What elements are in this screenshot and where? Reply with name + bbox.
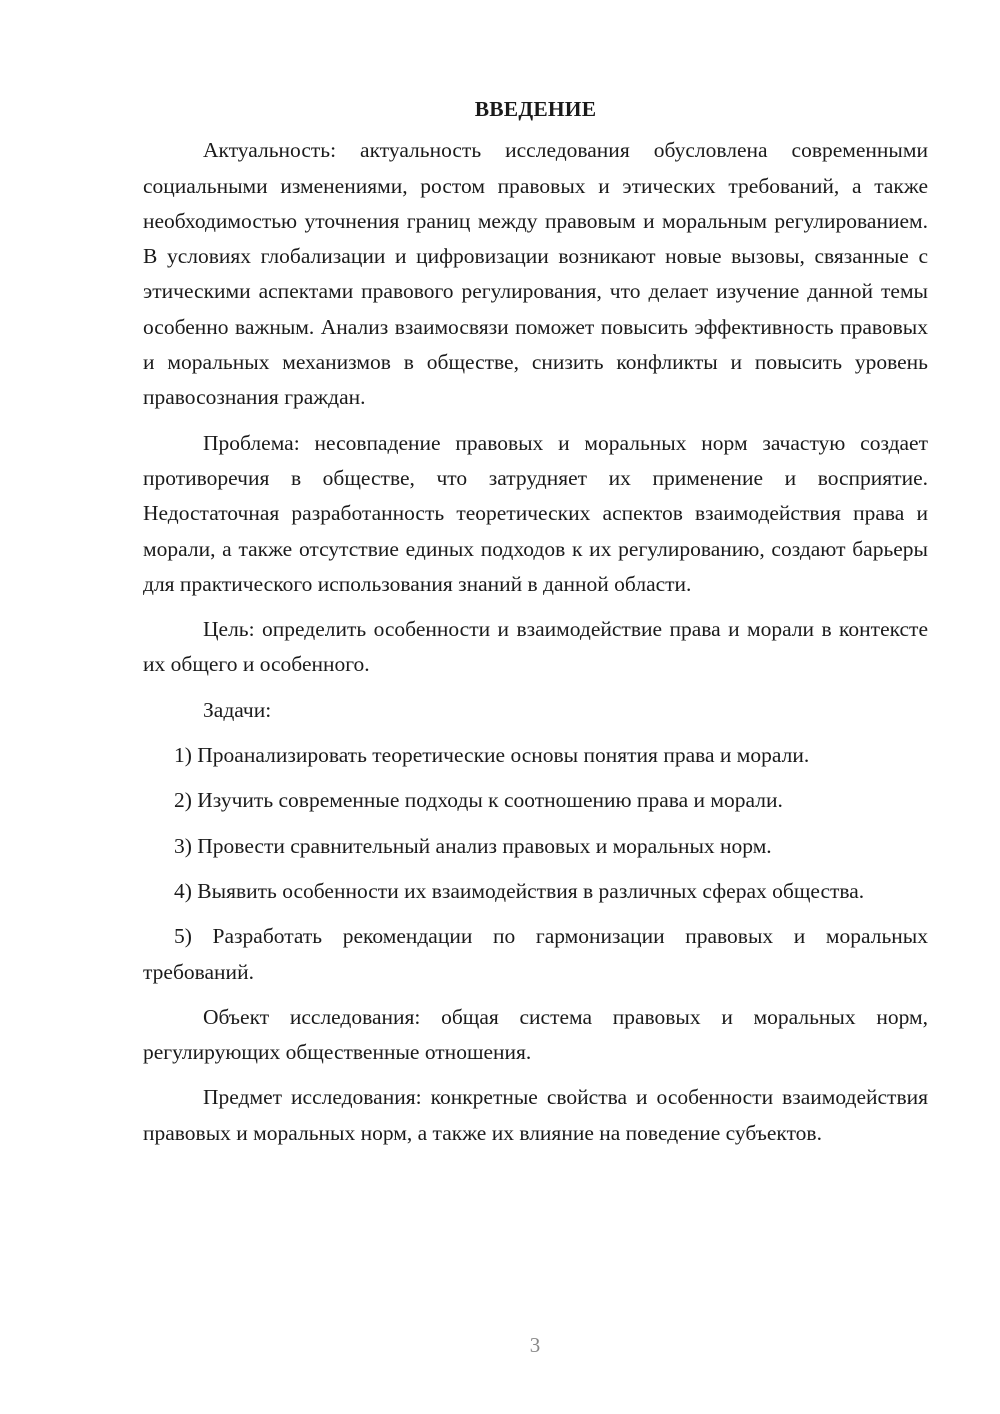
document-page <box>143 92 928 1151</box>
paragraph-relevance: Актуальность: актуальность исследования обусловлена современными социальными изменениями, ростом правовых и этических требований, а также необходимостью уточнения границ между правовым и моральным регулированием. В условиях глобализации и цифровизации возникают новые вызовы, связанные с этическими аспектами правового регулирования, что делает изучение данной темы особенно важным. Анализ взаимосвязи поможет повысить эффективность правовых и моральных механизмов в обществе, снизить конфликты и повысить уровень правосознания граждан. <box>143 138 928 410</box>
paragraph-object: Объект исследования: общая система правовых и моральных норм, регулирующих общественные отношения. <box>143 1004 928 1065</box>
task-item-4: 4) Выявить особенности их взаимодействия в различных сферах общества. <box>174 878 865 903</box>
tasks-heading: Задачи: <box>203 697 272 722</box>
task-item-5: 5) Разработать рекомендации по гармонизации правовых и моральных требований. <box>143 924 928 984</box>
task-item-1: 1) Проанализировать теоретические основы понятия права и морали. <box>174 743 810 768</box>
task-item-2: 2) Изучить современные подходы к соотношению права и морали. <box>174 788 783 813</box>
paragraph-goal: Цель: определить особенности и взаимодействие права и морали в контексте их общего и особенного. <box>143 617 928 677</box>
section-title: ВВЕДЕНИЕ <box>474 97 597 121</box>
paragraph-problem: Проблема: несовпадение правовых и моральных норм зачастую создает противоречия в обществе, что затрудняет их применение и восприятие. Недостаточная разработанность теоретических аспектов взаимодействия права и морали, а также отсутствие единых подходов к их регулированию, создают барьеры для практического использования знаний в данной области. <box>143 430 928 596</box>
page-number: 3 <box>529 1333 541 1357</box>
paragraph-subject: Предмет исследования: конкретные свойства и особенности взаимодействия правовых и моральных норм, а также их влияние на поведение субъектов. <box>143 1085 928 1145</box>
task-item-3: 3) Провести сравнительный анализ правовых и моральных норм. <box>174 833 772 858</box>
